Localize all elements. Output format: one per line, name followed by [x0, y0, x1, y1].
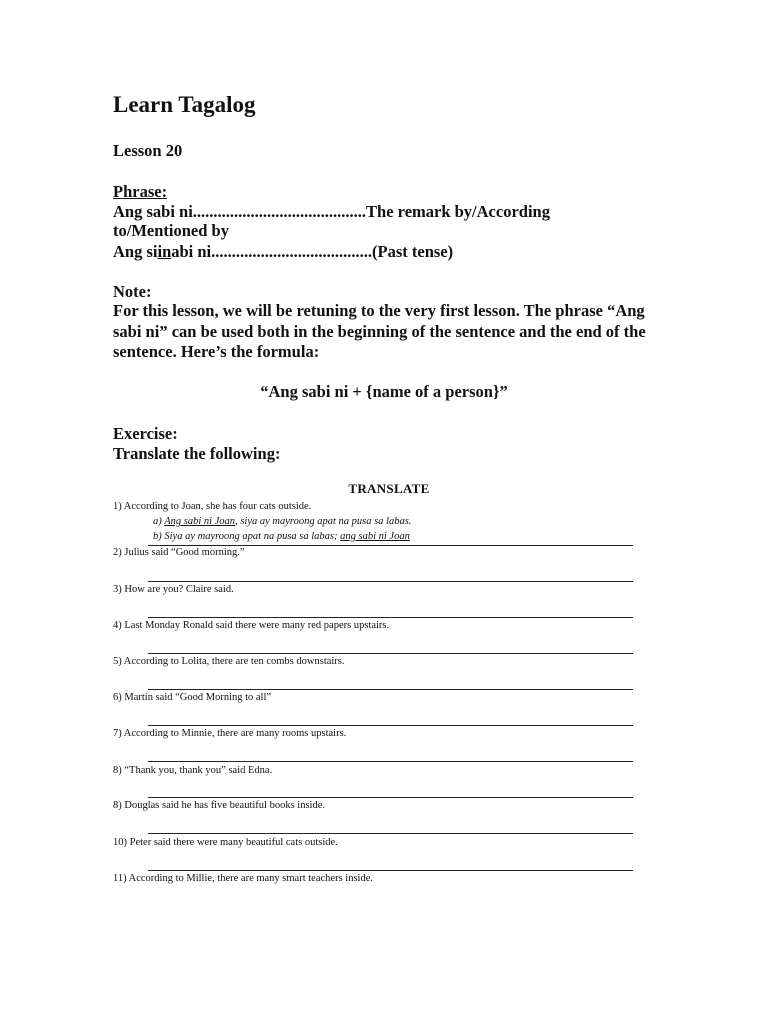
exercise-heading: Exercise: [113, 424, 178, 443]
answer-line[interactable] [148, 797, 633, 798]
example-answer-b [153, 531, 410, 542]
answer-line[interactable] [148, 725, 633, 726]
answer-b-text: b) Siya ay mayroong apat na pusa sa labas; [153, 531, 341, 542]
answer-b-underlined: ang sabi ni Joan [340, 531, 410, 542]
answer-line[interactable] [148, 545, 633, 546]
answer-line[interactable] [148, 870, 633, 871]
question-item: 2) Julius said “Good morning.” [113, 547, 245, 558]
answer-line[interactable] [148, 581, 633, 582]
answer-line[interactable] [148, 689, 633, 690]
exercise-instruction: Translate the following: [113, 444, 281, 463]
question-item: 7) According to Minnie, there are many rooms upstairs. [113, 728, 347, 739]
phrase-line-3-end: abi ni.......................................(Past tense) [171, 242, 454, 261]
answer-line[interactable] [148, 761, 633, 762]
answer-line[interactable] [148, 833, 633, 834]
question-item: 5) According to Lolita, there are ten combs downstairs. [113, 656, 345, 667]
note-heading: Note: [113, 282, 152, 301]
example-question: 1) According to Joan, she has four cats outside. [113, 501, 312, 512]
question-item: 8) “Thank you, thank you” said Edna. [113, 765, 273, 776]
page-title: Learn Tagalog [113, 92, 256, 117]
phrase-line-3-infix: in [157, 242, 172, 261]
phrase-line-3-start: Ang si [113, 242, 158, 261]
answer-a-prefix: a) [153, 516, 165, 527]
answer-a-underlined: Ang sabi ni Joan [164, 516, 236, 527]
answer-line[interactable] [148, 617, 633, 618]
note-body: For this lesson, we will be retuning to the very first lesson. The phrase “Ang sabi ni” can be used both in the beginning of the sentence and the end of the sentence. Here’s the formula: [113, 301, 646, 362]
question-item: 6) Martin said “Good Morning to all” [113, 692, 272, 703]
phrase-line-3 [113, 242, 453, 262]
lesson-number: Lesson 20 [113, 141, 183, 160]
question-item: 4) Last Monday Ronald said there were many red papers upstairs. [113, 620, 390, 631]
translate-heading: TRANSLATE [348, 481, 430, 496]
question-item: 3) How are you? Claire said. [113, 584, 234, 595]
question-item: 10) Peter said there were many beautiful cats outside. [113, 837, 338, 848]
example-answer-a [153, 516, 411, 527]
formula: “Ang sabi ni + {name of a person}” [260, 382, 508, 401]
answer-line[interactable] [148, 653, 633, 654]
phrase-line-2: to/Mentioned by [113, 221, 229, 240]
phrase-heading: Phrase: [113, 182, 168, 201]
question-item: 11) According to Millie, there are many smart teachers inside. [113, 873, 373, 884]
question-item: 8) Douglas said he has five beautiful books inside. [113, 800, 325, 811]
answer-a-rest: , siya ay mayroong apat na pusa sa labas. [235, 516, 412, 527]
phrase-line-1: Ang sabi ni..........................................The remark by/According [113, 202, 550, 221]
